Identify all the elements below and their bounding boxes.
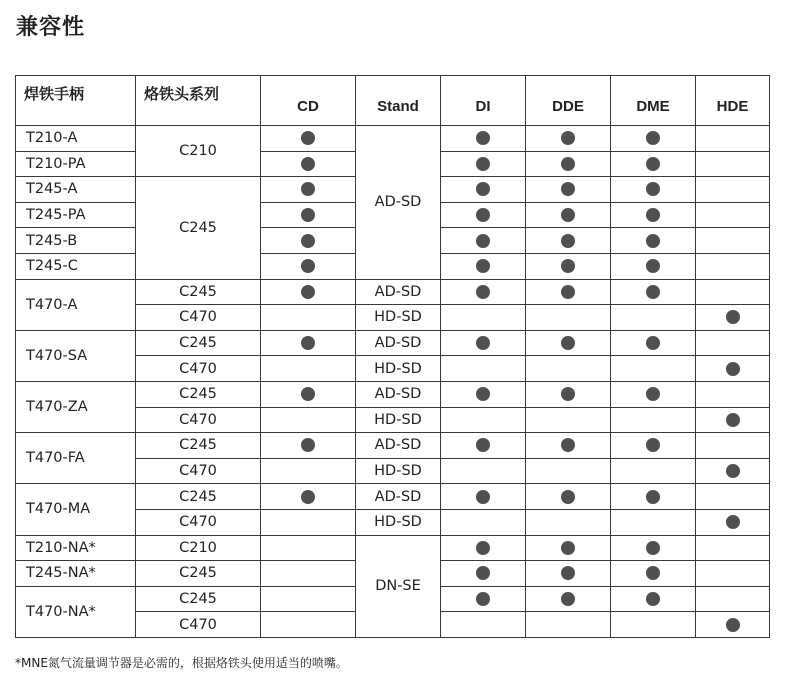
dde-cell [526, 177, 611, 203]
compatible-dot-icon [476, 285, 490, 299]
series-cell: C210 [136, 535, 261, 561]
hde-cell [696, 586, 770, 612]
di-cell [441, 305, 526, 331]
dme-cell [611, 407, 696, 433]
compatible-dot-icon [561, 182, 575, 196]
cd-cell [261, 228, 356, 254]
series-cell: C470 [136, 407, 261, 433]
hde-cell [696, 458, 770, 484]
dme-cell [611, 509, 696, 535]
handle-cell: T470-FA [16, 433, 136, 484]
hde-cell [696, 612, 770, 638]
cd-cell [261, 381, 356, 407]
cd-cell [261, 279, 356, 305]
stand-cell: AD-SD [356, 279, 441, 305]
series-cell: C210 [136, 126, 261, 177]
cd-cell [261, 433, 356, 459]
series-cell: C470 [136, 509, 261, 535]
dme-cell [611, 381, 696, 407]
dde-cell [526, 561, 611, 587]
dme-cell [611, 279, 696, 305]
compatible-dot-icon [646, 182, 660, 196]
cd-cell [261, 253, 356, 279]
cd-cell [261, 561, 356, 587]
compatible-dot-icon [476, 131, 490, 145]
compatible-dot-icon [301, 387, 315, 401]
di-cell [441, 484, 526, 510]
compatible-dot-icon [476, 387, 490, 401]
dde-cell [526, 253, 611, 279]
hde-cell [696, 433, 770, 459]
series-cell: C245 [136, 484, 261, 510]
compatible-dot-icon [301, 157, 315, 171]
dme-cell [611, 586, 696, 612]
hde-cell [696, 381, 770, 407]
header-series: 烙铁头系列 [136, 76, 261, 126]
compatible-dot-icon [476, 182, 490, 196]
compatible-dot-icon [646, 259, 660, 273]
compatible-dot-icon [561, 208, 575, 222]
series-cell: C245 [136, 433, 261, 459]
handle-cell: T470-MA [16, 484, 136, 535]
dme-cell [611, 202, 696, 228]
dde-cell [526, 279, 611, 305]
handle-cell: T245-B [16, 228, 136, 254]
dde-cell [526, 381, 611, 407]
compatible-dot-icon [646, 387, 660, 401]
cd-cell [261, 305, 356, 331]
dde-cell [526, 305, 611, 331]
compatible-dot-icon [561, 566, 575, 580]
compatible-dot-icon [301, 208, 315, 222]
stand-cell: DN-SE [356, 535, 441, 637]
compatible-dot-icon [646, 208, 660, 222]
header-dde: DDE [526, 76, 611, 126]
series-cell: C245 [136, 279, 261, 305]
dde-cell [526, 509, 611, 535]
di-cell [441, 586, 526, 612]
handle-cell: T210-NA* [16, 535, 136, 561]
stand-cell: AD-SD [356, 484, 441, 510]
hde-cell [696, 126, 770, 152]
series-cell: C245 [136, 177, 261, 279]
compatible-dot-icon [646, 592, 660, 606]
handle-cell: T470-A [16, 279, 136, 330]
dme-cell [611, 305, 696, 331]
compatible-dot-icon [561, 490, 575, 504]
stand-cell: AD-SD [356, 433, 441, 459]
compatible-dot-icon [476, 259, 490, 273]
series-cell: C470 [136, 612, 261, 638]
dme-cell [611, 458, 696, 484]
hde-cell [696, 356, 770, 382]
compatible-dot-icon [561, 131, 575, 145]
stand-cell: HD-SD [356, 509, 441, 535]
di-cell [441, 279, 526, 305]
compatible-dot-icon [476, 541, 490, 555]
dme-cell [611, 228, 696, 254]
compatible-dot-icon [301, 182, 315, 196]
di-cell [441, 330, 526, 356]
compatible-dot-icon [646, 234, 660, 248]
compatible-dot-icon [726, 310, 740, 324]
footnote: *MNE氮气流量调节器是必需的，根据烙铁头使用适当的喷嘴。 [15, 656, 348, 670]
header-row [16, 76, 770, 126]
di-cell [441, 535, 526, 561]
hde-cell [696, 535, 770, 561]
dde-cell [526, 228, 611, 254]
compatible-dot-icon [726, 413, 740, 427]
handle-cell: T470-SA [16, 330, 136, 381]
handle-cell: T245-NA* [16, 561, 136, 587]
di-cell [441, 177, 526, 203]
compatible-dot-icon [561, 387, 575, 401]
compatible-dot-icon [646, 285, 660, 299]
header-hde: HDE [696, 76, 770, 126]
compatible-dot-icon [561, 157, 575, 171]
compatible-dot-icon [476, 208, 490, 222]
dme-cell [611, 330, 696, 356]
dde-cell [526, 586, 611, 612]
handle-cell: T245-A [16, 177, 136, 203]
handle-cell: T470-ZA [16, 381, 136, 432]
dde-cell [526, 151, 611, 177]
compatible-dot-icon [646, 541, 660, 555]
compatible-dot-icon [476, 234, 490, 248]
compatible-dot-icon [646, 490, 660, 504]
di-cell [441, 458, 526, 484]
stand-cell: AD-SD [356, 330, 441, 356]
compatible-dot-icon [561, 541, 575, 555]
compatible-dot-icon [561, 592, 575, 606]
table-row [16, 433, 770, 459]
cd-cell [261, 484, 356, 510]
handle-cell: T245-PA [16, 202, 136, 228]
dde-cell [526, 356, 611, 382]
dme-cell [611, 177, 696, 203]
hde-cell [696, 202, 770, 228]
compatible-dot-icon [561, 234, 575, 248]
table-row [16, 126, 770, 152]
compatible-dot-icon [726, 464, 740, 478]
hde-cell [696, 177, 770, 203]
cd-cell [261, 356, 356, 382]
compatibility-table [15, 75, 770, 638]
dme-cell [611, 126, 696, 152]
series-cell: C470 [136, 356, 261, 382]
stand-cell: HD-SD [356, 407, 441, 433]
dde-cell [526, 407, 611, 433]
table-row [16, 279, 770, 305]
di-cell [441, 407, 526, 433]
compatible-dot-icon [476, 490, 490, 504]
dde-cell [526, 433, 611, 459]
dme-cell [611, 253, 696, 279]
dde-cell [526, 202, 611, 228]
header-handle: 焊铁手柄 [16, 76, 136, 126]
stand-cell: HD-SD [356, 305, 441, 331]
hde-cell [696, 253, 770, 279]
compatible-dot-icon [726, 515, 740, 529]
dme-cell [611, 561, 696, 587]
di-cell [441, 433, 526, 459]
header-stand: Stand [356, 76, 441, 126]
series-cell: C245 [136, 381, 261, 407]
compatible-dot-icon [301, 259, 315, 273]
compatible-dot-icon [646, 131, 660, 145]
cd-cell [261, 535, 356, 561]
cd-cell [261, 586, 356, 612]
di-cell [441, 356, 526, 382]
di-cell [441, 253, 526, 279]
di-cell [441, 228, 526, 254]
dme-cell [611, 433, 696, 459]
page-title: 兼容性 [16, 15, 86, 40]
series-cell: C245 [136, 330, 261, 356]
hde-cell [696, 151, 770, 177]
hde-cell [696, 484, 770, 510]
dme-cell [611, 484, 696, 510]
table-row [16, 330, 770, 356]
cd-cell [261, 330, 356, 356]
compatible-dot-icon [726, 362, 740, 376]
dme-cell [611, 151, 696, 177]
compatible-dot-icon [301, 234, 315, 248]
hde-cell [696, 330, 770, 356]
compatible-dot-icon [301, 438, 315, 452]
table-row [16, 381, 770, 407]
hde-cell [696, 228, 770, 254]
hde-cell [696, 407, 770, 433]
header-dme: DME [611, 76, 696, 126]
compatible-dot-icon [301, 336, 315, 350]
dme-cell [611, 612, 696, 638]
table-row [16, 535, 770, 561]
dde-cell [526, 126, 611, 152]
compatible-dot-icon [561, 259, 575, 273]
hde-cell [696, 509, 770, 535]
stand-cell: HD-SD [356, 356, 441, 382]
cd-cell [261, 202, 356, 228]
stand-cell: HD-SD [356, 458, 441, 484]
di-cell [441, 381, 526, 407]
cd-cell [261, 177, 356, 203]
dme-cell [611, 535, 696, 561]
table-row [16, 484, 770, 510]
series-cell: C245 [136, 561, 261, 587]
compatible-dot-icon [561, 336, 575, 350]
hde-cell [696, 279, 770, 305]
compatible-dot-icon [301, 131, 315, 145]
series-cell: C470 [136, 458, 261, 484]
hde-cell [696, 561, 770, 587]
di-cell [441, 126, 526, 152]
di-cell [441, 612, 526, 638]
cd-cell [261, 407, 356, 433]
cd-cell [261, 151, 356, 177]
compatible-dot-icon [476, 438, 490, 452]
dde-cell [526, 535, 611, 561]
stand-cell: AD-SD [356, 126, 441, 280]
compatible-dot-icon [726, 618, 740, 632]
compatible-dot-icon [646, 157, 660, 171]
compatible-dot-icon [301, 490, 315, 504]
di-cell [441, 561, 526, 587]
handle-cell: T210-PA [16, 151, 136, 177]
compatible-dot-icon [646, 566, 660, 580]
cd-cell [261, 509, 356, 535]
header-di: DI [441, 76, 526, 126]
di-cell [441, 509, 526, 535]
compatible-dot-icon [301, 285, 315, 299]
compatible-dot-icon [646, 438, 660, 452]
dde-cell [526, 330, 611, 356]
handle-cell: T470-NA* [16, 586, 136, 637]
cd-cell [261, 126, 356, 152]
dde-cell [526, 484, 611, 510]
hde-cell [696, 305, 770, 331]
di-cell [441, 202, 526, 228]
dde-cell [526, 458, 611, 484]
compatible-dot-icon [646, 336, 660, 350]
handle-cell: T210-A [16, 126, 136, 152]
stand-cell: AD-SD [356, 381, 441, 407]
compatible-dot-icon [561, 438, 575, 452]
compatible-dot-icon [476, 592, 490, 606]
cd-cell [261, 612, 356, 638]
header-cd: CD [261, 76, 356, 126]
compatible-dot-icon [476, 336, 490, 350]
compatible-dot-icon [561, 285, 575, 299]
dde-cell [526, 612, 611, 638]
compatible-dot-icon [476, 566, 490, 580]
di-cell [441, 151, 526, 177]
handle-cell: T245-C [16, 253, 136, 279]
series-cell: C245 [136, 586, 261, 612]
series-cell: C470 [136, 305, 261, 331]
cd-cell [261, 458, 356, 484]
compatible-dot-icon [476, 157, 490, 171]
dme-cell [611, 356, 696, 382]
